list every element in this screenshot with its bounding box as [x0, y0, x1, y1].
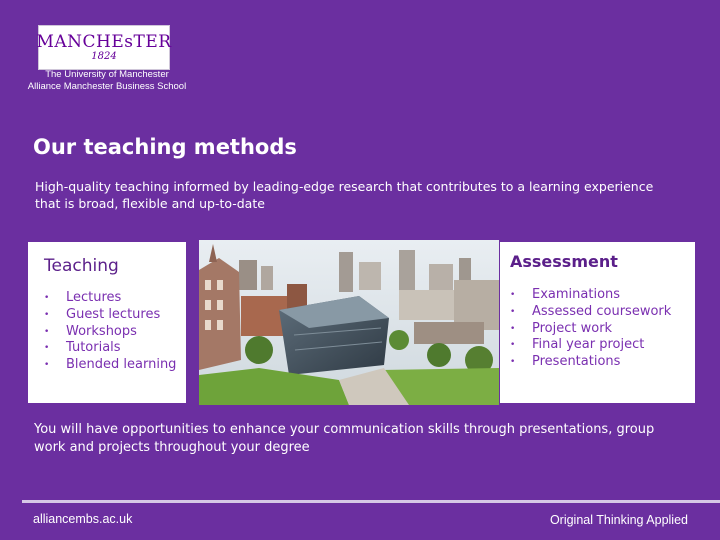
list-item-label: Presentations — [532, 354, 621, 370]
list-item — [44, 357, 186, 374]
bullet-icon: • — [44, 326, 50, 337]
university-logo — [38, 25, 170, 70]
campus-photo-image — [199, 240, 499, 405]
teaching-heading: Teaching — [44, 256, 119, 276]
bullet-icon: • — [510, 306, 516, 317]
assessment-list — [510, 287, 695, 371]
campus-photo — [199, 240, 499, 405]
bullet-icon: • — [44, 293, 50, 303]
bullet-icon: • — [510, 357, 516, 368]
list-item — [44, 290, 186, 307]
list-item-label: Assessed coursework — [532, 303, 672, 319]
list-item — [510, 321, 695, 338]
list-item-label: Final year project — [532, 337, 645, 353]
list-item-label: Workshops — [66, 323, 137, 339]
logo-sub-line-2: Alliance Manchester Business School — [27, 81, 187, 92]
list-item — [510, 287, 695, 304]
list-item — [510, 337, 695, 354]
footer-divider — [22, 500, 720, 503]
list-item-label: Lectures — [66, 290, 122, 305]
list-item — [510, 354, 695, 371]
outro-text: You will have opportunities to enhance your communication skills through presentations, group work and projects throughout your degree — [34, 422, 655, 455]
bullet-icon: • — [510, 290, 516, 300]
intro-text: High-quality teaching informed by leading-edge research that contributes to a learning experience that is broad, flexible and up-to-date — [35, 179, 654, 211]
list-item-label: Guest lectures — [66, 306, 161, 322]
list-item — [44, 324, 186, 341]
list-item — [44, 307, 186, 324]
bullet-icon: • — [44, 343, 50, 354]
logo-sub-line-1: The University of Manchester — [45, 69, 169, 80]
page-title: Our teaching methods — [33, 135, 297, 159]
logo-subtitle — [22, 69, 192, 93]
bullet-icon: • — [510, 340, 516, 351]
bullet-icon: • — [44, 309, 50, 320]
list-item — [510, 304, 695, 321]
teaching-card — [28, 242, 186, 403]
logo-wordmark: MANCHEsTER — [36, 32, 172, 52]
assessment-card — [500, 242, 695, 403]
list-item — [44, 340, 186, 357]
bullet-icon: • — [510, 323, 516, 334]
footer-website-link[interactable]: alliancembs.ac.uk — [33, 512, 133, 526]
list-item-label: Tutorials — [66, 340, 121, 356]
teaching-list — [44, 290, 186, 374]
list-item-label: Blended learning — [66, 357, 177, 373]
logo-year: 1824 — [91, 51, 117, 62]
assessment-heading: Assessment — [510, 252, 618, 271]
bullet-icon: • — [44, 360, 50, 371]
footer-tagline: Original Thinking Applied — [549, 513, 688, 527]
list-item-label: Examinations — [532, 287, 621, 302]
list-item-label: Project work — [532, 320, 613, 336]
